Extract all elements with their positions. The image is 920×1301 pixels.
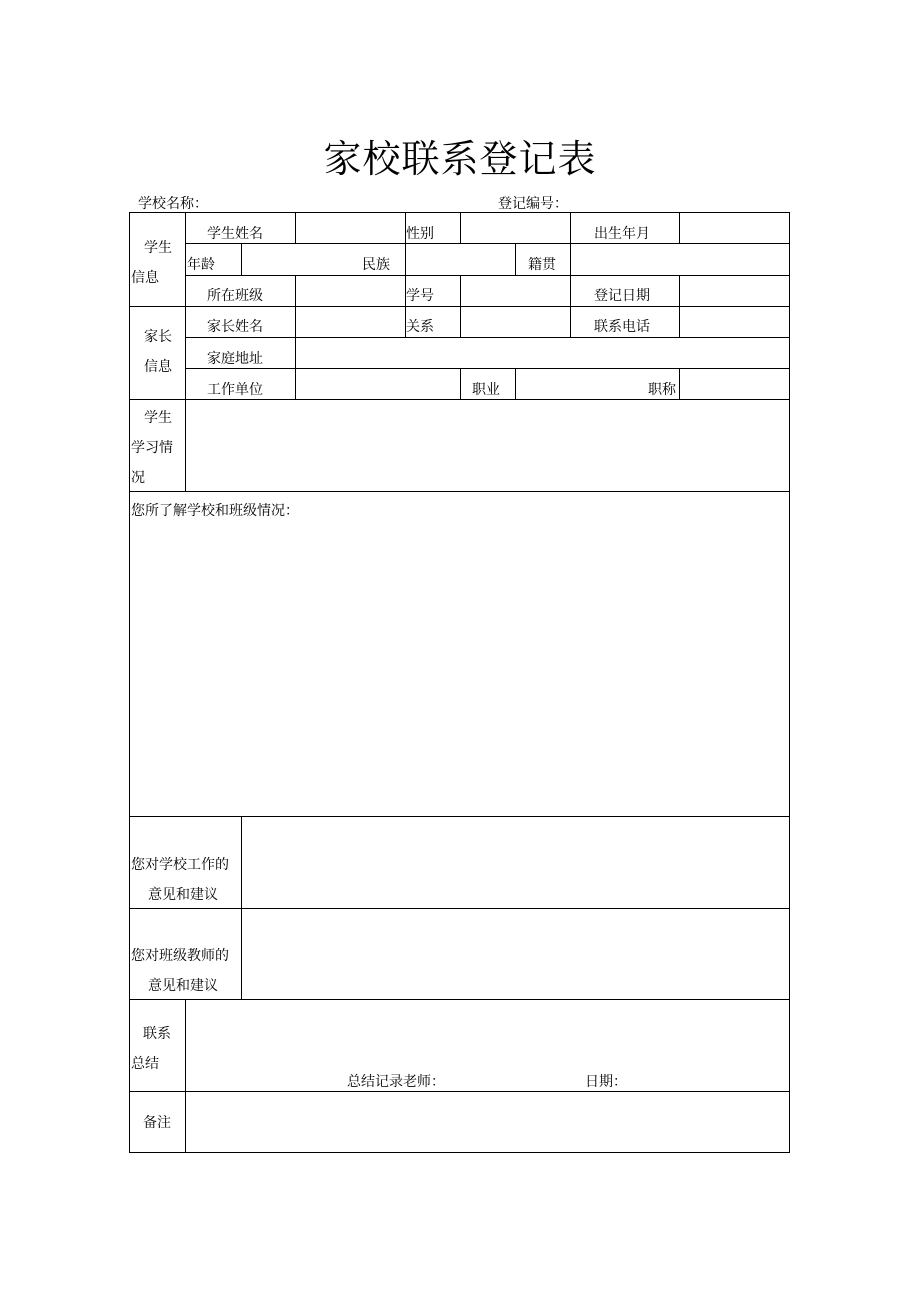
understanding-label: 您所了解学校和班级情况： xyxy=(131,503,299,519)
remarks-label: 备注 xyxy=(143,1115,171,1131)
registration-date-field[interactable] xyxy=(680,276,789,306)
page-title: 家校联系登记表 xyxy=(323,137,597,181)
summary-section-label: 联系 总结 xyxy=(131,1026,171,1072)
teacher-opinion-label: 您对班级教师的 意见和建议 xyxy=(131,948,229,994)
student-name-field[interactable] xyxy=(296,213,405,243)
parent-name-field[interactable] xyxy=(296,307,405,337)
class-field[interactable] xyxy=(296,276,405,306)
employer-label: 工作单位 xyxy=(207,382,263,398)
relation-field[interactable] xyxy=(461,307,570,337)
employer-field[interactable] xyxy=(296,369,460,399)
summary-teacher-label: 总结记录老师： xyxy=(347,1074,445,1090)
registration-date-label: 登记日期 xyxy=(594,288,650,304)
registration-number-label: 登记编号： xyxy=(498,196,568,212)
summary-field[interactable] xyxy=(186,1000,789,1066)
student-number-label: 学号 xyxy=(406,288,434,304)
phone-label: 联系电话 xyxy=(594,319,650,335)
birth-date-field[interactable] xyxy=(680,213,789,243)
address-field[interactable] xyxy=(296,338,789,368)
student-name-label: 学生姓名 xyxy=(207,226,263,242)
class-label: 所在班级 xyxy=(207,288,263,304)
school-name-label: 学校名称： xyxy=(138,196,208,212)
gender-label: 性别 xyxy=(406,226,434,242)
ethnicity-label: 民族 xyxy=(362,257,390,273)
birth-date-label: 出生年月 xyxy=(594,226,650,242)
parent-info-section-label: 家长 信息 xyxy=(144,329,172,375)
ethnicity-field[interactable] xyxy=(406,244,515,275)
school-opinion-label: 您对学校工作的 意见和建议 xyxy=(131,857,229,903)
professional-title-field[interactable] xyxy=(680,369,789,399)
relation-label: 关系 xyxy=(406,319,434,335)
student-number-field[interactable] xyxy=(461,276,570,306)
student-info-section-label: 学生 信息 xyxy=(131,240,172,286)
native-place-field[interactable] xyxy=(571,244,789,275)
understanding-field[interactable] xyxy=(130,525,789,815)
native-place-label: 籍贯 xyxy=(528,257,556,273)
summary-date-label: 日期： xyxy=(585,1074,627,1090)
address-label: 家庭地址 xyxy=(207,351,263,367)
phone-field[interactable] xyxy=(680,307,789,337)
remarks-field[interactable] xyxy=(186,1092,789,1152)
study-section-label: 学生 学习情 况 xyxy=(131,410,173,486)
occupation-label: 职业 xyxy=(472,382,500,398)
professional-title-label: 职称 xyxy=(648,382,676,398)
age-label: 年龄 xyxy=(187,257,215,273)
study-situation-field[interactable] xyxy=(186,400,789,491)
school-opinion-field[interactable] xyxy=(242,817,789,908)
parent-name-label: 家长姓名 xyxy=(207,319,263,335)
teacher-opinion-field[interactable] xyxy=(242,909,789,999)
gender-field[interactable] xyxy=(461,213,570,243)
